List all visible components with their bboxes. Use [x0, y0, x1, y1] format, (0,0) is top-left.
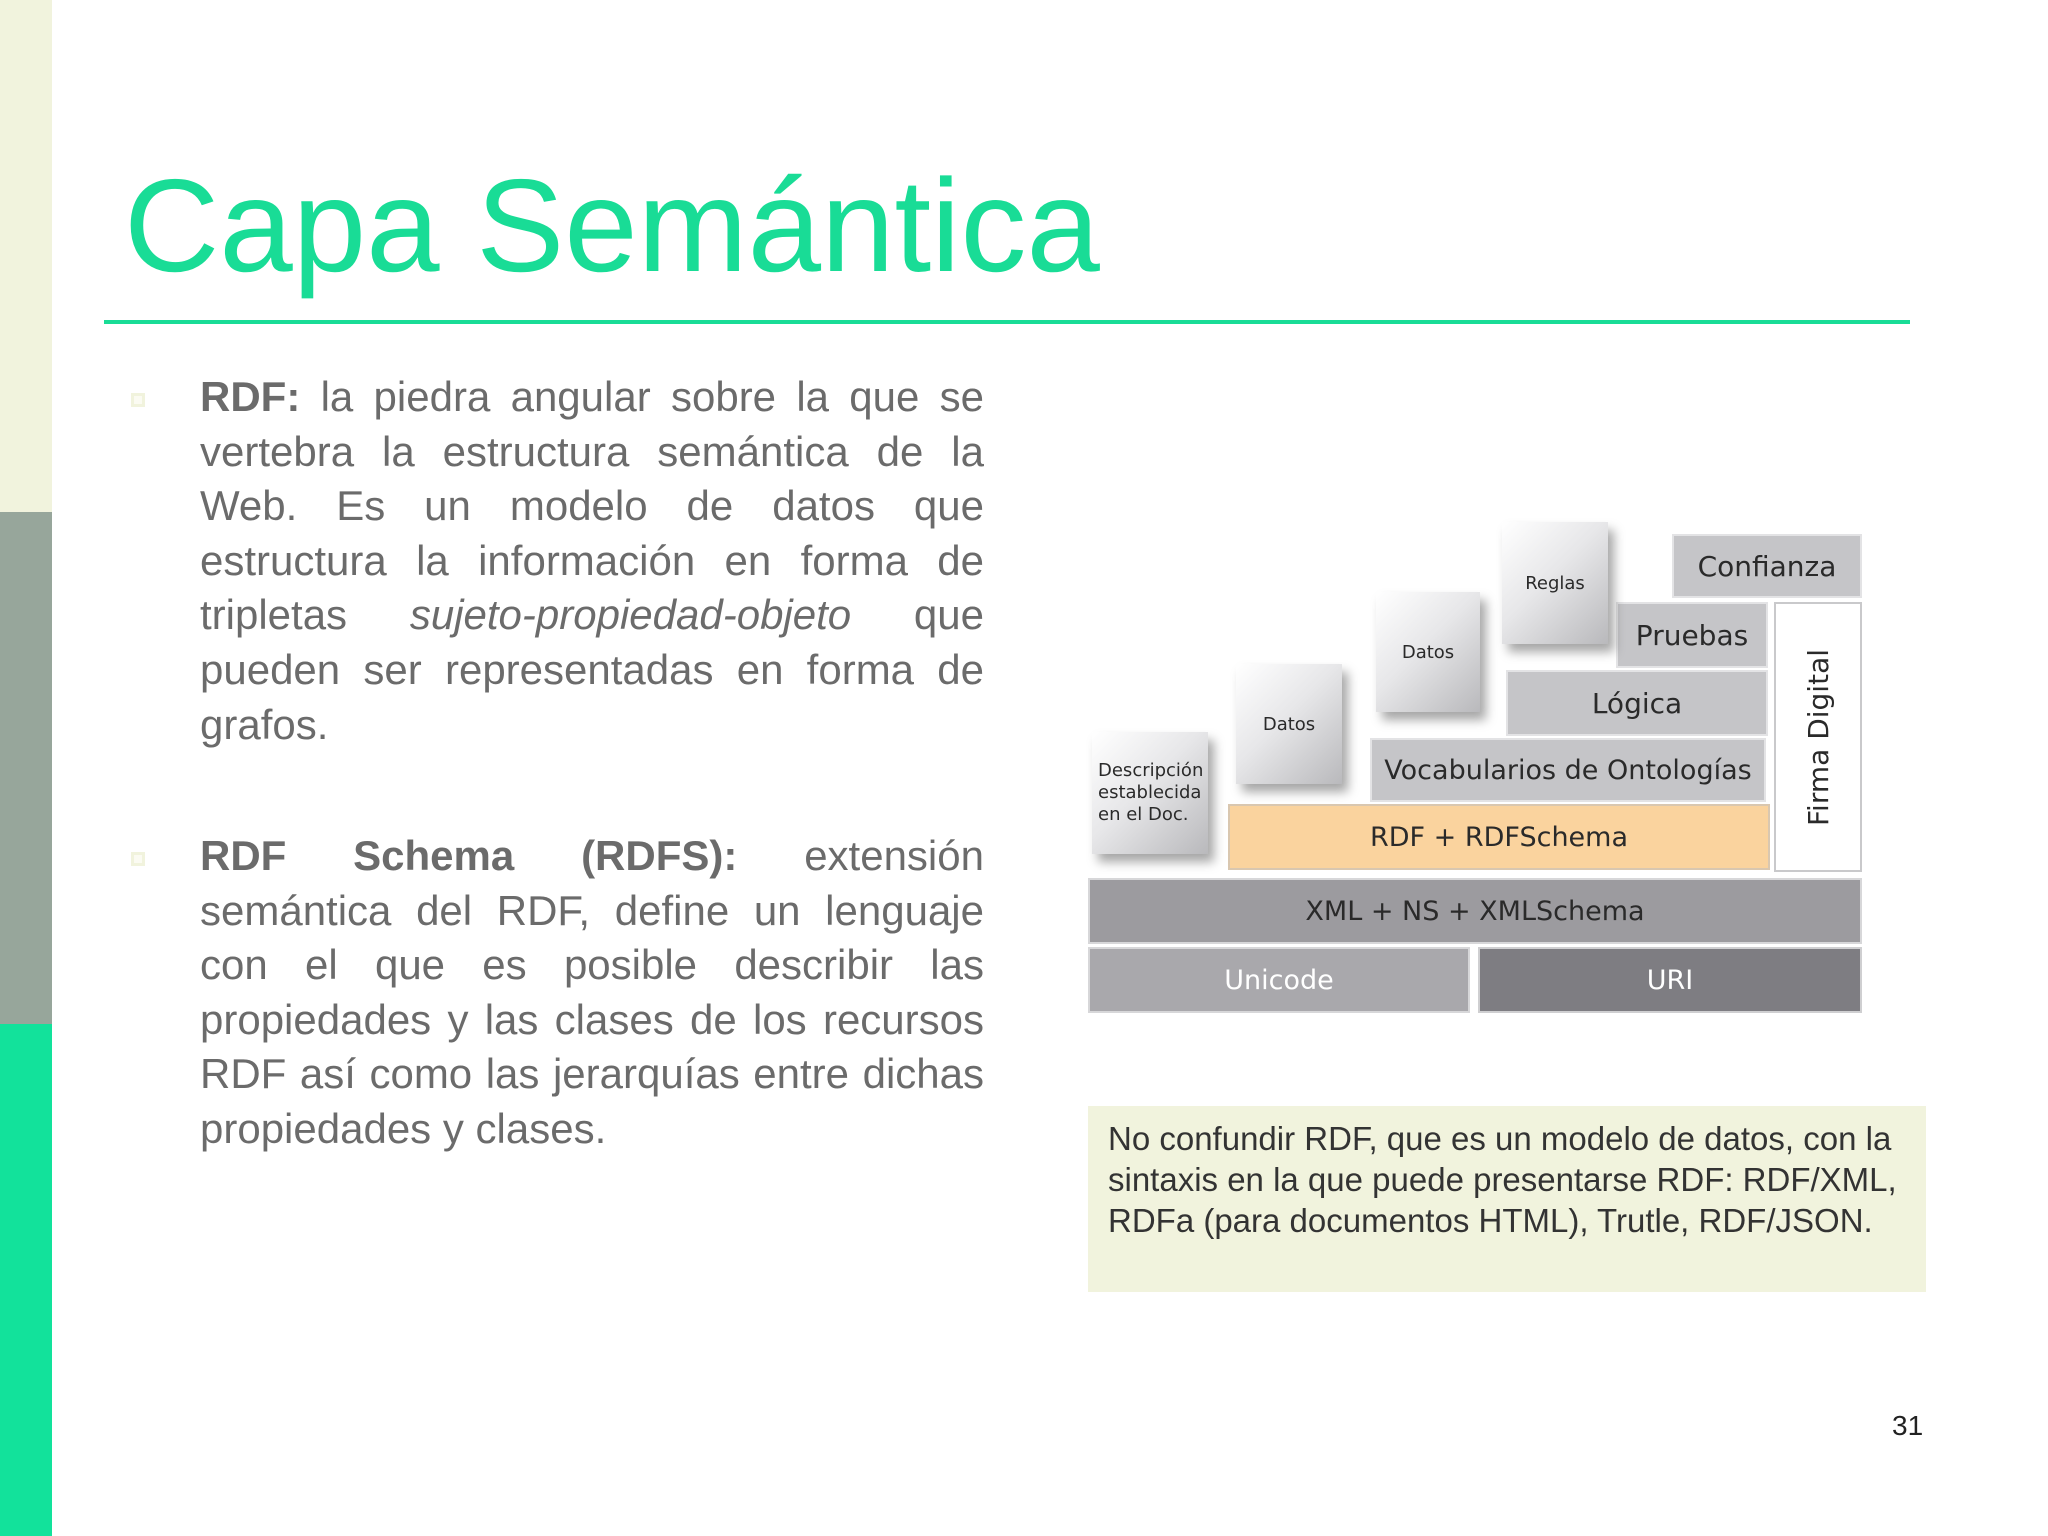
card-rules: Reglas — [1502, 522, 1608, 644]
title-underline — [104, 320, 1910, 324]
layer-unicode: Unicode — [1088, 947, 1470, 1013]
layer-digital-signature-label: Firma Digital — [1801, 648, 1835, 826]
layer-xml: XML + NS + XMLSchema — [1088, 878, 1862, 944]
card-data-2: Datos — [1376, 592, 1480, 712]
layer-proof: Pruebas — [1616, 602, 1768, 668]
bullet-rdf-text-end: que pueden ser representadas en forma de grafos. — [200, 591, 985, 748]
layer-trust: Confianza — [1672, 534, 1862, 598]
bullet-rdf-text: la piedra angular sobre la que se vertebra la estructura semántica de la Web. Es un modelo de datos que estructura la información en forma de tripletas — [200, 373, 984, 639]
bullet-square-icon — [131, 852, 145, 866]
page-number: 31 — [1892, 1410, 1924, 1441]
bullet-rdfs — [200, 829, 984, 1157]
bullet-square-icon — [131, 393, 145, 407]
side-band-top — [0, 0, 52, 512]
note-box: No confundir RDF, que es un modelo de datos, con la sintaxis en la que puede presentarse RDF: RDF/XML, RDFa (para documentos HTML), Trutle, RDF/JSON. — [1088, 1106, 1926, 1292]
side-band-middle — [0, 512, 52, 1024]
layer-ontology: Vocabularios de Ontologías — [1370, 738, 1766, 802]
bullet-rdf-italic: sujeto-propiedad-objeto — [409, 591, 852, 639]
bullet-rdf-term: RDF: — [200, 373, 301, 420]
bullet-rdf — [200, 370, 984, 752]
layer-rdf: RDF + RDFSchema — [1228, 804, 1770, 870]
bullet-rdfs-term: RDF Schema (RDFS): — [200, 832, 738, 879]
layer-logic: Lógica — [1506, 670, 1768, 736]
slide-title: Capa Semántica — [124, 152, 1100, 299]
side-band-bottom — [0, 1024, 52, 1536]
card-data-1: Datos — [1236, 664, 1342, 784]
layer-uri: URI — [1478, 947, 1862, 1013]
card-description: Descripción establecida en el Doc. — [1092, 732, 1208, 854]
layer-digital-signature — [1774, 602, 1862, 872]
bullet-rdfs-text: extensión semántica del RDF, define un lenguaje con el que es posible describir las propiedades y las clases de los recursos RDF así como las jerarquías entre dichas propiedades y clases. — [200, 832, 984, 1152]
